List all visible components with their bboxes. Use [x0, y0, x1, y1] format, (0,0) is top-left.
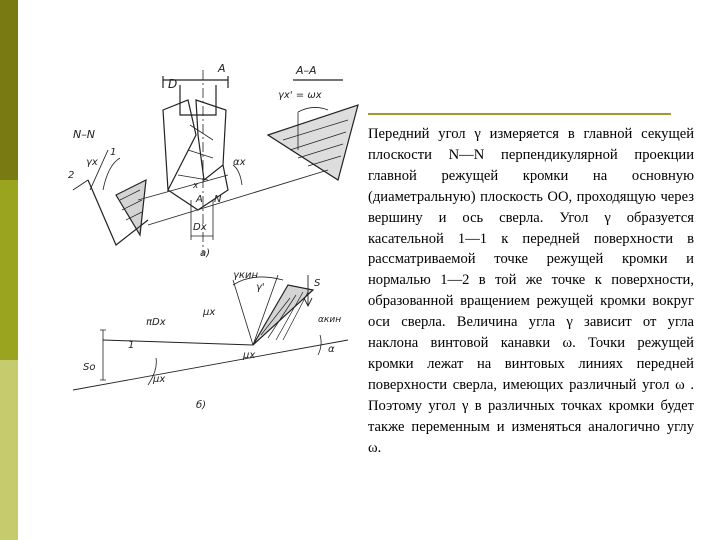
label-s: S — [314, 278, 321, 289]
label-mu-x-right: μx — [243, 350, 256, 361]
sidebar-block-dark — [0, 0, 18, 180]
label-a-bottom: A — [196, 194, 203, 205]
label-1-b: 1 — [128, 340, 135, 351]
label-mu-x-bottom: μx — [153, 374, 166, 385]
label-mu-x-top: μx — [203, 307, 216, 318]
label-d: D — [168, 77, 178, 91]
label-alpha-x: αx — [233, 157, 246, 168]
label-fig-a: a) — [200, 248, 211, 259]
title-divider — [368, 113, 671, 115]
drill-diagram-svg — [28, 40, 368, 420]
label-x: x — [193, 181, 199, 191]
label-section-nn: N–N — [73, 128, 95, 141]
alpha-x-arc — [233, 165, 242, 185]
section-nn-axes — [73, 150, 108, 190]
section-nn-tooth — [116, 180, 146, 235]
label-n: N — [214, 194, 222, 205]
slide-sidebar — [0, 0, 18, 540]
drill-geometry-figure — [28, 40, 368, 420]
label-alpha: α — [328, 344, 335, 355]
helix-line — [103, 340, 253, 345]
label-gamma-x: γx — [86, 157, 98, 168]
label-so: So — [83, 362, 96, 373]
dimension-so-line — [100, 330, 106, 380]
label-dx: Dx — [193, 222, 207, 233]
label-2-nn: 2 — [68, 170, 75, 181]
label-gamma-prime: γ' — [256, 282, 265, 293]
label-1-nn: 1 — [110, 147, 117, 158]
description-text — [368, 124, 694, 459]
label-a-top: A — [218, 62, 226, 75]
label-gamma-omega: γx' = ωx — [278, 90, 322, 101]
cutting-plane-line — [148, 170, 328, 225]
drill-lip-right — [196, 100, 226, 180]
pi-dx-line — [73, 340, 348, 390]
drill-body-outline — [180, 85, 216, 115]
gamma-x-arc — [103, 158, 120, 190]
label-pi-dx: πDx — [146, 317, 166, 328]
sidebar-block-light — [0, 360, 18, 540]
label-alpha-kin: αкин — [318, 315, 342, 325]
label-section-aa: A–A — [296, 64, 317, 77]
label-gamma-kin: γкин — [233, 270, 258, 281]
sidebar-block-mid — [0, 180, 18, 360]
description-paragraph: Передний угол γ измеряется в главной секущей плоскости N—N перпендикулярной проекции главной режущей кромки на основную (диаметральную) плоскость OO, проходящую через вершину и ось сверла. Угол γ образуется касательной 1—1 к передней поверхности в рассматриваемой точке режущей кромки и нормалью 1—2 в той же точке к поверхности, образованной вращением режущей кромки вокруг оси сверла. Величина угла γ зависит от угла наклона винтовой канавки ω. Точки режущей кромки лежат на винтовых линиях передней поверхности сверла, имеющих различный угол ω . Поэтому угол γ в различных точках кромки будет также переменным и изменяться аналогично углу ω. — [368, 126, 694, 456]
label-fig-b: б) — [196, 400, 207, 411]
